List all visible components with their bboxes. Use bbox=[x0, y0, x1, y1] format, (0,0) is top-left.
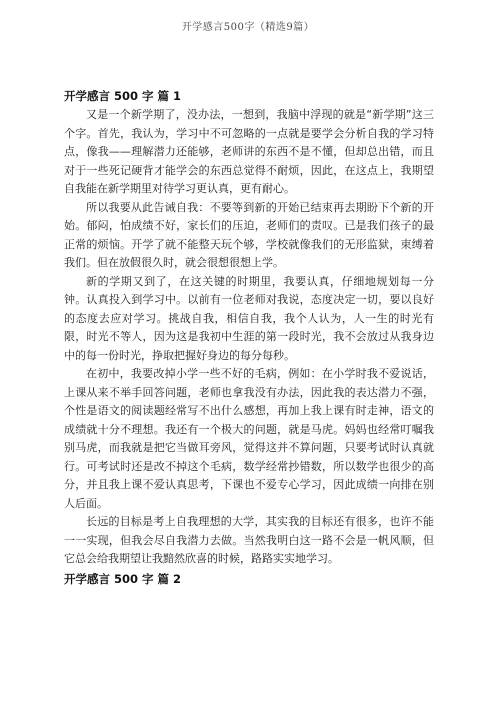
paragraph: 在初中，我要改掉小学一些不好的毛病，例如：在小学时我不爱说话，上课从来不举手回答问题，老师也拿我没有办法，因此我的表达潜力不强，个性是语文的阅读题经常写不出什么感想，再加上我上课有时走神，语文的成绩就十分不理想。我还有一个极大的问题，就是马虎。妈妈也经常叮嘱我别马虎，而我就是把它当做耳旁风，觉得这并不算问题，只要考试时认真就行。可考试时还是改不掉这个毛病，数学经常抄错数，所以数学也很少的高分，并且我上课不爱认真思考，下课也不爱专心学习，因此成绩一向排在别人后面。 bbox=[64, 367, 434, 510]
paragraph: 又是一个新学期了，没办法，一想到，我脑中浮现的就是“新学期”这三个字。首先，我认为，学习中不可忽略的一点就是要学会分析自我的学习特点，像我——理解潜力还能够，老师讲的东西不是不懂，但却总出错，而且对于一些死记硬背才能学会的东西总觉得不耐烦，因此，在这点上，我期望自我能在新学期里对待学习更认真，更有耐心。 bbox=[64, 108, 434, 195]
document-title: 开学感言500字（精选9篇） bbox=[181, 22, 315, 33]
section-heading-1: 开学感言 500 字 篇 1 bbox=[64, 89, 182, 103]
paragraph: 长远的目标是考上自我理想的大学，其实我的目标还有很多，也许不能一一实现，但我会尽自我潜力去做。当然我明白这一路不会是一帆风顺，但它总会给我期望让我黯然欣喜的时候，路路实实地学习。 bbox=[64, 515, 434, 565]
paragraph: 新的学期又到了，在这关键的时期里，我要认真，仔细地规划每一分钟。认真投入到学习中。以前有一位老师对我说，态度决定一切，要以良好的态度去应对学习。挑战自我，相信自我，我个人认为，人一生的时光有限，时光不等人，因为这是我初中生涯的第一段时光，我不会放过从我身边中的每一份时光，挣取把握好身边的每分每秒。 bbox=[64, 274, 434, 362]
section-heading-2: 开学感言 500 字 篇 2 bbox=[64, 571, 182, 586]
paragraph: 所以我要从此告诫自我：不要等到新的开始已结束再去期盼下个新的开始。郁闷，怕成绩不好，家长们的压迫，老师们的责叹。已是我们孩子的最正常的烦恼。开学了就不能整天玩个够，学校就像我们的无形监狱，束缚着我们。但在放假很久时，就会很想很想上学。 bbox=[64, 200, 434, 269]
document-body bbox=[64, 86, 434, 589]
